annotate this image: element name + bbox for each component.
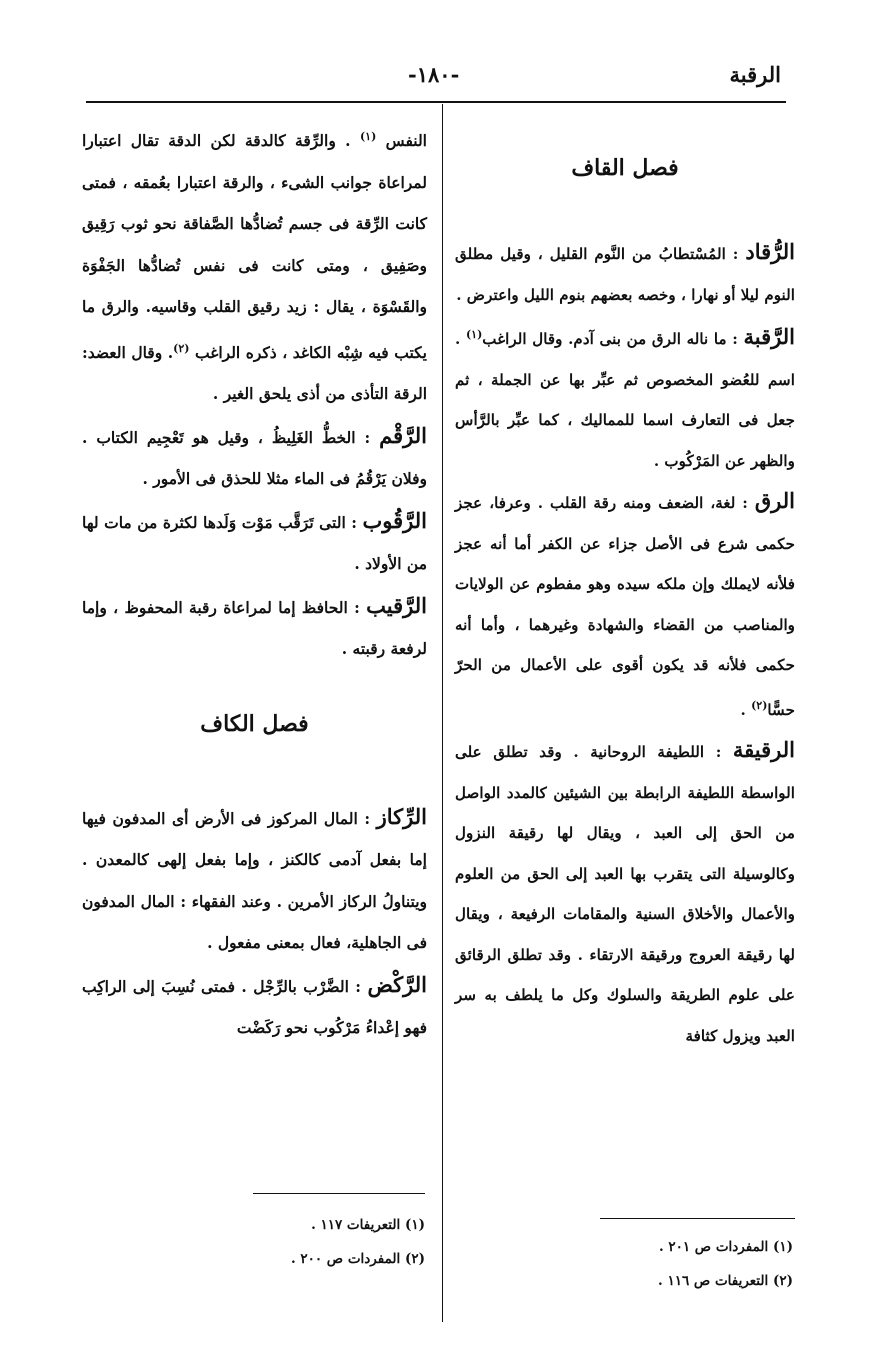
entry-text: : المُسْتطابُ من النَّوم القليل ، وقيل مطلق النوم ليلا أو نهارا ، وخصه بعضهم بنوم الليل واعترض . <box>455 245 795 304</box>
entry-term: الرَّقبة <box>743 324 795 349</box>
entry-text: . اسم للعُضو المخصوص ثم عبِّر بها عن الجملة ، ثم جعل فى التعارف اسما للمماليك ، كما عبِّر بالرَّأس والظهر عن المَرْكُوب . <box>455 330 795 470</box>
footnote: (١) التعريفات ١١٧ . <box>311 1217 425 1233</box>
entry-text: : المال المركوز فى الأرض أى المدفون فيها إما بفعل آدمى كالكنز ، وإما بفعل إلهى كالمعدن . ويتناولُ الركاز الأمرين . وعند الفقهاء : المال المدفون فى الجاهلية، فعال بمعنى مفعول . <box>82 808 427 952</box>
footnotes-left <box>291 1208 425 1276</box>
entry-term: الرَّقيب <box>366 592 427 618</box>
entry-term: الرُّقاد <box>745 239 795 264</box>
entry-text: . <box>740 700 752 719</box>
running-head-word: الرقبة <box>729 62 781 87</box>
entry-raqib <box>82 585 427 670</box>
entry-riqq <box>455 481 795 730</box>
section-title-kaf: فصل الكاف <box>200 710 309 737</box>
entry-ruqad <box>455 232 795 315</box>
entry-raqaba <box>455 315 795 481</box>
entry-text: . وقال العضد: الرقة التأذى من أذى يلحق الغير . <box>82 342 427 403</box>
entry-text: : الخطُّ الغَلِيظُ ، وقيل هو تَعْجِيم الكتاب . وفلان يَرْقُمُ فى الماء مثلا للحذق فى الأمور . <box>82 427 427 488</box>
section-title-qaf: فصل القاف <box>571 155 679 181</box>
entry-text: : ما ناله الرق من بنى آدم. وقال الراغب <box>482 330 744 348</box>
footnote-ref: (٢) <box>751 698 768 712</box>
entry-raqiqa <box>455 730 795 1056</box>
footnote-ref: (٢) <box>173 341 190 355</box>
entry-text: : التى تَرَقَّب مَوْت وَلَدها لكثرة من مات لها من الأولاد . <box>82 512 427 573</box>
entry-term: الرِّكاز <box>376 803 427 829</box>
entry-term: الرق <box>754 488 795 513</box>
entry-text: : اللطيفة الروحانية . وقد تطلق على الواسطة اللطيفة الرابطة بين الشيئين كالمدد الواصل من الحق إلى العبد ، ويقال لها رقيقة النزول وكالوسيلة التى يتقرب بها العبد إلى الحق من العلوم والأعمال والأخلاق السنية والمقامات الرفيعة ، ويقال لها رقيقة العروج ورقيقة الارتقاء . وقد تطلق الرقائق على علوم الطريقة والسلوك وكل ما يلطف به سر العبد ويزول كثافة <box>455 743 795 1045</box>
entry-term: الرَّقْم <box>379 422 427 448</box>
footnote: (٢) المفردات ص ٢٠٠ . <box>290 1251 425 1267</box>
entry-text: . والرِّقة كالدقة لكن الدقة تقال اعتبارا لمراعاة جوانب الشىء ، والرقة اعتبارا بعُمقه ، فمتى كانت الرِّقة فى جسم تُضادُّها الصَّفاقة نحو ثوب رَقِيق وصَفِيق ، ومتى كانت فى نفس تُضادُّها الجَفْوَة والقَسْوَة ، يقال : زيد رقيق القلب وقاسيه. والرق ما يكتب فيه شِبْه الكاغد ، ذكره الراغب <box>82 131 427 362</box>
entry-continuation <box>82 116 427 415</box>
footnote-rule-right <box>600 1218 795 1219</box>
entry-text: : الحافظ إما لمراعاة رقبة المحفوظ ، وإما لرفعة رقبته . <box>82 597 427 658</box>
footnote-ref: (١) <box>359 130 377 143</box>
entry-text: : لغة، الضعف ومنه رقة القلب . وعرفا، عجز حكمى شرع فى الأصل جزاء عن الكفر أما أنه عجز فلأنه لايملك وإن ملكه سيده وهو مفطوم عن الولايات والمناصب من القضاء والشهادة وغيرهما ، وأما أنه حكمى فلأنه قد يكون أقوى على الأعمال من الحرّ حسًّا <box>455 494 795 719</box>
entry-text: النفس <box>376 131 427 150</box>
entry-text: : الضَّرْب بالرِّجْل . فمتى نُسِبَ إلى الراكِب فهو إعْداءُ مَرْكُوب نحو رَكَضْت <box>82 976 427 1037</box>
footnote-ref: (١) <box>465 328 483 341</box>
entry-raqub <box>82 500 427 585</box>
page-number: -١٨٠- <box>408 62 460 87</box>
footnotes-right <box>658 1230 793 1298</box>
footnote: (١) المفردات ص ٢٠١ . <box>658 1239 793 1255</box>
entry-term: الرَّكْض <box>367 971 427 997</box>
footnote-rule-left <box>253 1193 425 1194</box>
entry-term: الرَّقُوب <box>362 507 427 533</box>
right-column <box>455 116 795 1056</box>
entry-rikaz <box>82 796 427 964</box>
entry-term: الرقيقة <box>732 737 795 762</box>
footnote: (٢) التعريفات ص ١١٦ . <box>658 1273 793 1289</box>
header-rule <box>86 101 786 103</box>
column-divider <box>442 104 443 1322</box>
left-column <box>82 116 427 1049</box>
entry-raqm <box>82 415 427 500</box>
entry-rakd <box>82 964 427 1049</box>
